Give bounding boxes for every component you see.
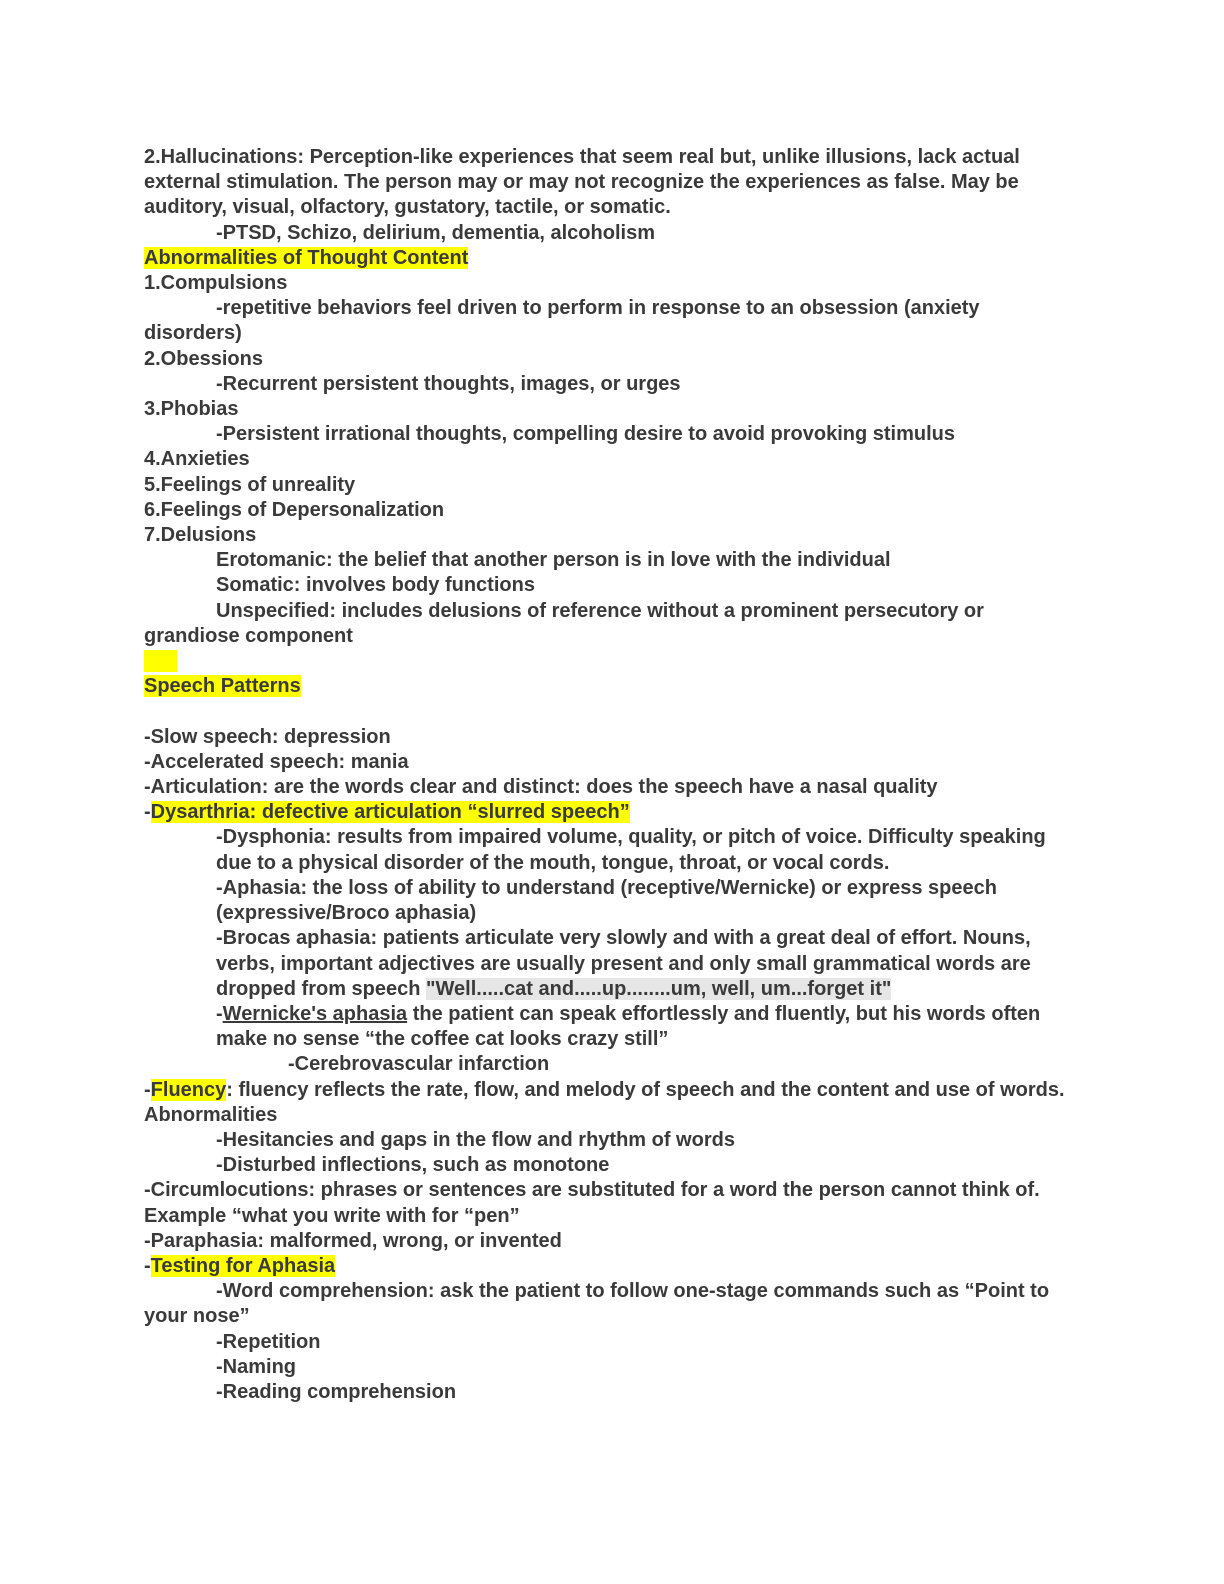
text-run: -Word comprehension: ask the patient to follow one-stage commands such as “Point to your nose” (144, 1280, 1055, 1328)
text-run: -Aphasia: the loss of ability to understand (receptive/Wernicke) or express speech (expressive/Broco aphasia) (216, 876, 1003, 925)
doc-line (144, 750, 1080, 775)
text-run: -Recurrent persistent thoughts, images, or urges (216, 372, 681, 395)
text-run: -Persistent irrational thoughts, compelling desire to avoid provoking stimulus (216, 423, 955, 446)
gray-highlighted-text: "Well.....cat and.....up........um, well, um...forget it" (426, 977, 892, 1000)
highlighted-text: Dysarthria: defective articulation “slurred speech” (150, 801, 630, 824)
highlighted-text (144, 650, 177, 672)
text-run: -Repetition (216, 1330, 321, 1353)
doc-line (144, 548, 1080, 573)
doc-line (144, 221, 1080, 246)
doc-line (216, 825, 1080, 875)
text-run: - (144, 1254, 151, 1277)
doc-line (144, 1330, 1080, 1355)
text-run: -Paraphasia: malformed, wrong, or invented (144, 1229, 562, 1252)
highlighted-text: Speech Patterns (144, 675, 301, 698)
doc-line (144, 1355, 1080, 1380)
doc-line (144, 498, 1080, 523)
text-run: -Circumlocutions: phrases or sentences are substituted for a word the person cannot think of. Example “what you write with for “pen” (144, 1179, 1046, 1227)
text-run: -Dysphonia: results from impaired volume, quality, or pitch of voice. Difficulty speaking due to a physical disorder of the mouth, tongue, throat, or vocal cords. (216, 826, 1052, 874)
doc-line (144, 347, 1080, 372)
text-run: -Naming (216, 1355, 296, 1378)
doc-line (144, 271, 1080, 296)
doc-line (144, 447, 1080, 472)
doc-line (144, 1178, 1080, 1228)
highlighted-text: Fluency (150, 1078, 227, 1101)
highlighted-text: Abnormalities of Thought Content (144, 246, 469, 269)
doc-line (144, 1229, 1080, 1254)
text-run: -PTSD, Schizo, delirium, dementia, alcoholism (216, 221, 655, 244)
text-run: 5.Feelings of unreality (144, 473, 356, 496)
text-run: -Brocas aphasia: patients articulate very slowly and with a great deal of effort. Nouns, verbs, important adjectives are usually present and only small grammatical words are dropped from speech (216, 927, 1037, 1000)
section-heading (144, 674, 1080, 699)
text-run: 3.Phobias (144, 398, 239, 421)
doc-line (144, 422, 1080, 447)
doc-line (144, 800, 1080, 825)
doc-line (144, 296, 1080, 346)
text-run: 4.Anxieties (144, 448, 250, 471)
text-run: -Accelerated speech: mania (144, 750, 409, 773)
text-run: -repetitive behaviors feel driven to perform in response to an obsession (anxiety disorders) (144, 297, 986, 345)
doc-line (144, 1153, 1080, 1178)
doc-line (144, 523, 1080, 548)
text-run: - (144, 1078, 151, 1101)
doc-line (144, 473, 1080, 498)
text-run: Erotomanic: the belief that another person is in love with the individual (216, 549, 891, 572)
text-run: -Slow speech: depression (144, 725, 391, 748)
doc-line (144, 775, 1080, 800)
text-run: 2.Hallucinations: Perception-like experiences that seem real but, unlike illusions, lack actual external stimulation. The person may or may not recognize the experiences as false. May be auditory, visual, olfactory, gustatory, tactile, or somatic. (144, 146, 1026, 219)
doc-line (144, 573, 1080, 598)
text-run: 6.Feelings of Depersonalization (144, 498, 445, 521)
doc-line (144, 1078, 1080, 1128)
text-run: the patient can speak effortlessly and fluently, but his words often make no sense “the coffee cat looks crazy still” (216, 1002, 1046, 1051)
text-run: -Cerebrovascular infarction (288, 1053, 550, 1076)
doc-line (144, 725, 1080, 750)
doc-line (144, 372, 1080, 397)
highlighted-text: Testing for Aphasia (150, 1254, 336, 1277)
text-run: 7.Delusions (144, 524, 257, 547)
doc-line (144, 1128, 1080, 1153)
doc-line (144, 1279, 1080, 1329)
text-run: 1.Compulsions (144, 272, 288, 295)
doc-line (144, 1254, 1080, 1279)
document-body (144, 145, 1080, 1405)
text-run: - (216, 1002, 223, 1025)
text-run: Unspecified: includes delusions of reference without a prominent persecutory or grandiose component (144, 599, 990, 647)
doc-line (288, 1052, 1080, 1077)
doc-line (144, 397, 1080, 422)
doc-line (216, 926, 1080, 1002)
text-run: -Reading comprehension (216, 1380, 457, 1403)
doc-line (216, 876, 1080, 926)
doc-line (144, 145, 1080, 221)
text-run: Somatic: involves body functions (216, 574, 535, 597)
empty-highlight (144, 649, 1080, 674)
section-heading (144, 246, 1080, 271)
text-run: -Disturbed inflections, such as monotone (216, 1154, 610, 1177)
doc-line (216, 1002, 1080, 1052)
text-run: -Articulation: are the words clear and distinct: does the speech have a nasal quality (144, 776, 938, 799)
doc-line (144, 1380, 1080, 1405)
text-run: - (144, 801, 151, 824)
blank-line (144, 699, 1080, 724)
text-run: 2.Obessions (144, 347, 263, 370)
text-run: -Hesitancies and gaps in the flow and rhythm of words (216, 1128, 735, 1151)
doc-line (144, 599, 1080, 649)
text-run: : fluency reflects the rate, flow, and melody of speech and the content and use of words. Abnormalities (144, 1078, 1070, 1126)
underlined-text: Wernicke's aphasia (222, 1002, 408, 1025)
